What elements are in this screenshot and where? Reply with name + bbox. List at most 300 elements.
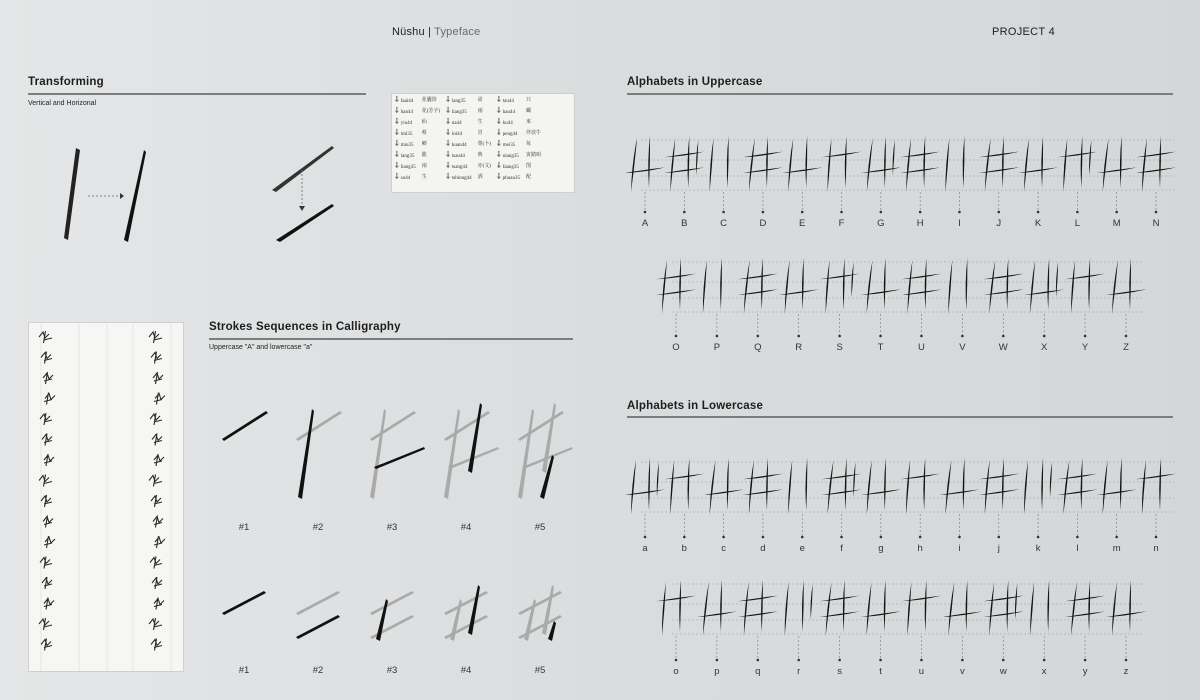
lower-label-q: q xyxy=(755,666,761,677)
nushu-glyph-icon: ⸸ xyxy=(395,128,401,137)
calligraphy-stroke xyxy=(1081,458,1083,510)
calligraphy-stroke xyxy=(1097,489,1137,495)
calligraphy-stroke xyxy=(766,136,768,188)
upper-label-R: R xyxy=(795,342,803,353)
lower-glyph-u xyxy=(901,580,941,636)
calligraphy-stroke xyxy=(884,136,886,188)
upper-label-U: U xyxy=(918,342,925,353)
calligraphy-stroke xyxy=(743,152,783,158)
upper-glyph-J xyxy=(979,136,1019,192)
lower-label-g: g xyxy=(878,543,884,554)
calligraphy-stroke xyxy=(1106,611,1146,617)
lower-label-i: i xyxy=(958,543,961,554)
leader-dot xyxy=(675,659,678,662)
calligraphy-stroke xyxy=(843,258,845,310)
reference-cell: ⸸ lang35 xyxy=(395,150,415,159)
lower-glyph-f xyxy=(822,458,862,514)
calligraphy-stroke xyxy=(664,167,704,173)
calligraphy-stroke xyxy=(867,460,872,514)
leader-dot xyxy=(722,211,725,214)
calligraphy-stroke xyxy=(1142,138,1147,192)
upper-glyph-D xyxy=(743,136,783,192)
calligraphy-stroke xyxy=(985,460,990,514)
leader-dot xyxy=(1037,211,1040,214)
calligraphy-stroke xyxy=(1159,458,1161,510)
calligraphy-stroke xyxy=(648,136,650,188)
calligraphy-stroke xyxy=(749,138,755,192)
leader-dot xyxy=(1155,536,1158,539)
nushu-glyph-icon: ⸸ xyxy=(496,172,503,181)
title-bold: Nüshu xyxy=(392,26,425,38)
upper-glyph-Z xyxy=(1106,258,1146,314)
calligraphy-stroke xyxy=(738,274,778,280)
nushu-glyph-icon: ⸸ xyxy=(395,139,401,148)
upper-glyph-A xyxy=(625,136,665,192)
calligraphy-stroke xyxy=(743,489,783,495)
calligraphy-stroke xyxy=(822,489,862,495)
calligraphy-stroke xyxy=(893,140,895,175)
reference-cell: ⸸ tsau44 xyxy=(446,150,465,159)
calligraphy-stroke xyxy=(966,258,968,310)
leader-dot xyxy=(958,211,961,214)
calligraphy-stroke xyxy=(925,580,927,632)
calligraphy-stroke xyxy=(749,460,754,514)
leader-dot xyxy=(1043,335,1046,338)
lower-glyph-x xyxy=(1030,580,1049,636)
upper-label-T: T xyxy=(877,342,884,353)
nushu-glyph-icon: ⸸ xyxy=(496,95,503,104)
calligraphy-stroke xyxy=(901,274,941,280)
calligraphy-stroke xyxy=(697,611,737,617)
reference-cell: 鄉 xyxy=(421,142,427,147)
calligraphy-stroke xyxy=(1103,138,1109,192)
leader-dot xyxy=(683,536,686,539)
lower-glyph-m xyxy=(1097,458,1137,514)
lower-step-5-label: #5 xyxy=(534,665,546,676)
lower-label-h: h xyxy=(917,543,923,554)
lower-glyph-p xyxy=(697,580,737,636)
reference-cell: ⸸ lang35 xyxy=(446,95,466,104)
leader-dot xyxy=(1076,536,1079,539)
calligraphy-stroke xyxy=(696,140,698,175)
leader-dot xyxy=(997,211,1000,214)
upper-glyph-P xyxy=(703,258,722,314)
upper-glyph-Q xyxy=(738,258,778,314)
calligraphy-stroke xyxy=(738,289,778,295)
lower-glyph-a xyxy=(625,458,665,514)
reference-cell: 配 xyxy=(525,175,531,180)
calligraphy-stroke xyxy=(1057,489,1097,495)
lower-label-b: b xyxy=(681,543,687,554)
calligraphy-stroke xyxy=(1065,611,1105,617)
reference-cell: 仙 xyxy=(421,120,427,125)
reference-cell: ⸸ yiu44 xyxy=(395,117,413,126)
calligraphy-stroke xyxy=(1129,580,1131,632)
calligraphy-stroke xyxy=(826,260,830,314)
lower-glyph-l xyxy=(1057,458,1097,514)
reference-cell: ⸸ tshiong44 xyxy=(446,172,472,181)
calligraphy-stroke xyxy=(679,258,681,310)
calligraphy-stroke xyxy=(963,136,965,188)
calligraphy-stroke xyxy=(1081,136,1083,188)
nushu-glyph-icon: ⸸ xyxy=(446,117,452,126)
calligraphy-stroke xyxy=(1057,474,1097,480)
nushu-glyph-icon: ⸸ xyxy=(446,139,452,148)
leader-dot xyxy=(1043,659,1046,662)
nushu-glyph-icon: ⸸ xyxy=(446,95,452,104)
calligraphy-stroke xyxy=(983,289,1023,295)
calligraphy-stroke xyxy=(861,167,901,173)
calligraphy-stroke xyxy=(828,460,834,514)
leader-dot xyxy=(762,211,765,214)
calligraphy-stroke xyxy=(744,260,750,314)
nushu-glyph-icon: ⸸ xyxy=(496,161,503,170)
calligraphy-stroke xyxy=(656,274,696,280)
lower-label-s: s xyxy=(837,666,842,677)
upper-glyph-M xyxy=(1097,136,1137,192)
calligraphy-stroke xyxy=(1097,167,1137,173)
calligraphy-stroke xyxy=(1103,460,1108,514)
calligraphy-stroke xyxy=(1071,582,1077,636)
calligraphy-stroke xyxy=(861,289,901,295)
reference-cell: 花囊筒 xyxy=(421,98,437,103)
leader-dot xyxy=(757,335,760,338)
calligraphy-stroke xyxy=(861,611,901,617)
lower-glyph-n xyxy=(1136,458,1176,514)
calligraphy-stroke xyxy=(948,260,952,314)
calligraphy-stroke xyxy=(703,260,707,314)
uppercase-title: Alphabets in Uppercase xyxy=(627,76,763,88)
calligraphy-stroke xyxy=(828,138,832,192)
leader-dot xyxy=(879,659,882,662)
lower-label-n: n xyxy=(1153,543,1159,554)
lower-step-4-label: #4 xyxy=(460,665,472,676)
leader-dot xyxy=(1002,335,1005,338)
upper-label-D: D xyxy=(759,218,767,229)
upper-glyph-N xyxy=(1136,136,1176,192)
calligraphy-stroke xyxy=(1088,258,1090,310)
calligraphy-stroke xyxy=(983,274,1023,280)
calligraphy-stroke xyxy=(820,274,860,280)
calligraphy-stroke xyxy=(782,167,822,173)
calligraphy-stroke xyxy=(1007,258,1009,310)
calligraphy-stroke xyxy=(664,152,704,158)
calligraphy-stroke xyxy=(761,258,763,310)
calligraphy-stroke xyxy=(779,289,819,295)
lower-label-c: c xyxy=(721,543,726,554)
lower-label-k: k xyxy=(1035,543,1041,554)
calligraphy-stroke xyxy=(1106,289,1146,295)
calligraphy-stroke xyxy=(1041,136,1043,188)
leader-dot xyxy=(840,536,843,539)
leader-dot xyxy=(1084,335,1087,338)
title-separator: | xyxy=(424,26,435,38)
calligraphy-stroke xyxy=(983,611,1023,617)
leader-dot xyxy=(919,536,922,539)
calligraphy-stroke xyxy=(1015,584,1017,619)
calligraphy-stroke xyxy=(948,582,954,636)
transforming-caption: Vertical and Horizonal xyxy=(28,100,97,107)
calligraphy-stroke xyxy=(907,582,911,636)
calligraphy-stroke xyxy=(1088,580,1090,632)
nushu-glyph-icon: ⸸ xyxy=(446,172,452,181)
calligraphy-stroke xyxy=(662,582,666,636)
calligraphy-stroke xyxy=(1112,260,1118,314)
calligraphy-stroke xyxy=(1136,474,1176,480)
lower-glyph-z xyxy=(1106,580,1146,636)
calligraphy-stroke xyxy=(900,152,940,158)
upper-glyph-E xyxy=(782,136,822,192)
calligraphy-stroke xyxy=(966,580,968,632)
calligraphy-stroke xyxy=(1071,260,1075,314)
reference-cell: 亦(文) xyxy=(477,164,491,169)
lower-label-u: u xyxy=(918,666,925,677)
reference-cell: ⸸ tsang44 xyxy=(446,161,468,170)
calligraphy-stroke xyxy=(679,580,681,632)
upper-label-N: N xyxy=(1152,218,1160,229)
lower-label-e: e xyxy=(799,543,805,554)
upper-label-B: B xyxy=(681,218,688,229)
reference-cell: 兩 xyxy=(421,164,427,169)
upper-label-M: M xyxy=(1112,218,1121,229)
upper-glyph-T xyxy=(861,258,901,314)
lower-label-a: a xyxy=(642,543,648,554)
reference-cell: 生 xyxy=(421,175,427,180)
reference-cell: 蝴 xyxy=(525,109,531,114)
reference-cell: 寅踏咱 xyxy=(525,153,541,158)
leader-dot xyxy=(716,659,719,662)
calligraphy-stroke xyxy=(710,460,716,514)
calligraphy-stroke xyxy=(727,458,729,510)
leader-dot xyxy=(1155,211,1158,214)
leader-dot xyxy=(1002,659,1005,662)
reference-cell: 花(芳字) xyxy=(421,109,441,114)
reference-cell: 典 xyxy=(477,153,483,158)
calligraphy-stroke xyxy=(1142,460,1146,514)
upper-glyph-B xyxy=(664,136,704,192)
nushu-glyph-icon: ⸸ xyxy=(395,117,401,126)
calligraphy-stroke xyxy=(1024,289,1064,295)
calligraphy-stroke xyxy=(802,258,804,310)
calligraphy-stroke xyxy=(979,474,1019,480)
calligraphy-stroke xyxy=(1030,260,1035,314)
calligraphy-stroke xyxy=(853,462,855,497)
lower-label-o: o xyxy=(673,666,679,677)
nushu-glyph-icon: ⸸ xyxy=(496,117,503,126)
calligraphy-stroke xyxy=(738,596,778,602)
upper-glyph-S xyxy=(820,258,860,314)
calligraphy-stroke xyxy=(923,136,925,188)
lower-label-d: d xyxy=(760,543,766,554)
calligraphy-stroke xyxy=(710,138,714,192)
upper-label-Y: Y xyxy=(1081,342,1089,353)
calligraphy-stroke xyxy=(851,262,853,297)
calligraphy-stroke xyxy=(788,138,793,192)
leader-dot xyxy=(1115,211,1118,214)
reference-cell: ⸸ faang35 xyxy=(496,161,519,170)
lower-label-x: x xyxy=(1041,666,1047,677)
upper-label-I: I xyxy=(958,218,961,229)
reference-cell: 蔡 xyxy=(421,131,427,136)
calligraphy-stroke xyxy=(664,474,704,480)
nushu-glyph-icon: ⸸ xyxy=(395,161,401,170)
reference-cell: 兩 xyxy=(477,109,483,114)
lower-label-l: l xyxy=(1076,543,1079,554)
calligraphy-stroke xyxy=(1024,460,1028,514)
lower-label-t: t xyxy=(879,666,882,677)
calligraphy-stroke xyxy=(1136,152,1176,158)
calligraphy-stroke xyxy=(805,458,807,510)
upper-glyph-U xyxy=(901,258,941,314)
lower-step-1-label: #1 xyxy=(238,665,250,676)
upper-label-Z: Z xyxy=(1123,342,1129,353)
calligraphy-stroke xyxy=(1065,274,1105,280)
calligraphy-stroke xyxy=(670,138,675,192)
leader-dot xyxy=(1125,659,1128,662)
calligraphy-stroke xyxy=(1047,580,1049,632)
calligraphy-stroke xyxy=(1159,136,1161,188)
calligraphy-stroke xyxy=(867,138,873,192)
calligraphy-stroke xyxy=(1089,140,1091,175)
leader-dot xyxy=(961,335,964,338)
calligraphy-stroke xyxy=(884,458,886,510)
lower-glyph-c xyxy=(704,458,744,514)
leader-dot xyxy=(840,211,843,214)
leader-dot xyxy=(797,659,800,662)
leader-dot xyxy=(958,536,961,539)
calligraphy-stroke xyxy=(738,611,778,617)
upper-label-E: E xyxy=(799,218,806,229)
calligraphy-stroke xyxy=(845,136,847,188)
calligraphy-stroke xyxy=(1007,580,1009,632)
calligraphy-stroke xyxy=(925,258,927,310)
calligraphy-stroke xyxy=(761,580,763,632)
calligraphy-stroke xyxy=(670,460,674,514)
calligraphy-stroke xyxy=(766,458,768,510)
leader-dot xyxy=(644,536,647,539)
reference-cell: ⸸ peng44 xyxy=(496,128,518,137)
reference-cell: 冒 xyxy=(477,131,483,136)
upper-step-3-label: #3 xyxy=(386,522,398,533)
leader-dot xyxy=(797,335,800,338)
upper-label-J: J xyxy=(996,218,1002,229)
upper-glyph-F xyxy=(822,136,862,192)
upper-label-P: P xyxy=(713,342,721,353)
calligraphy-stroke xyxy=(884,580,886,632)
reference-cell: ⸸ mei35 xyxy=(496,139,516,148)
leader-dot xyxy=(919,211,922,214)
upper-label-O: O xyxy=(672,342,680,353)
lower-glyph-d xyxy=(743,458,783,514)
lower-glyph-s xyxy=(820,580,860,636)
lower-glyph-j xyxy=(979,458,1019,514)
calligraphy-stroke xyxy=(631,138,637,192)
calligraphy-stroke xyxy=(900,474,940,480)
calligraphy-stroke xyxy=(1063,460,1069,514)
calligraphy-stroke xyxy=(656,596,696,602)
title-sub: Typeface xyxy=(434,26,481,38)
leader-dot xyxy=(880,211,883,214)
calligraphy-stroke xyxy=(923,458,925,510)
calligraphy-stroke xyxy=(843,580,845,632)
upper-label-Q: Q xyxy=(754,342,762,353)
calligraphy-stroke xyxy=(822,152,862,158)
upper-step-1-label: #1 xyxy=(238,522,250,533)
calligraphy-stroke xyxy=(648,458,650,510)
calligraphy-stroke xyxy=(1112,582,1117,636)
reference-cell: 尊(卜) xyxy=(477,142,491,147)
nushu-glyph-icon: ⸸ xyxy=(496,139,503,148)
nushu-glyph-icon: ⸸ xyxy=(446,161,452,170)
calligraphy-stroke xyxy=(662,260,667,314)
lower-label-p: p xyxy=(714,666,720,677)
calligraphy-stroke xyxy=(901,289,941,295)
lower-label-y: y xyxy=(1082,666,1088,677)
upper-label-F: F xyxy=(838,218,845,229)
leader-dot xyxy=(1037,536,1040,539)
lower-glyph-i xyxy=(939,458,979,514)
calligraphy-stroke xyxy=(656,289,696,295)
reference-cell: 來 xyxy=(525,120,531,125)
lower-label-w: w xyxy=(999,666,1007,677)
calligraphy-stroke xyxy=(1024,138,1029,192)
calligraphy-stroke xyxy=(743,474,783,480)
lower-label-f: f xyxy=(840,543,843,554)
calligraphy-stroke xyxy=(945,138,949,192)
lower-glyph-h xyxy=(900,458,940,514)
leader-dot xyxy=(757,659,760,662)
upper-glyph-X xyxy=(1024,258,1064,314)
calligraphy-stroke xyxy=(979,152,1019,158)
calligraphy-stroke xyxy=(820,611,860,617)
calligraphy-stroke xyxy=(631,460,636,514)
calligraphy-stroke xyxy=(979,489,1019,495)
leader-dot xyxy=(801,211,804,214)
upper-label-W: W xyxy=(998,342,1008,353)
calligraphy-stroke xyxy=(963,458,965,510)
upper-glyph-L xyxy=(1057,136,1097,192)
upper-label-S: S xyxy=(836,342,843,353)
upper-glyph-K xyxy=(1018,136,1058,192)
leader-dot xyxy=(838,335,841,338)
calligraphy-stroke xyxy=(1065,596,1105,602)
leader-dot xyxy=(880,536,883,539)
lower-label-m: m xyxy=(1112,543,1121,554)
reference-cell: 生 xyxy=(477,120,483,125)
upper-label-A: A xyxy=(641,218,649,229)
reference-cell: ⸸ na44 xyxy=(446,117,462,126)
lower-glyph-e xyxy=(788,458,807,514)
calligraphy-stroke xyxy=(720,258,722,310)
lower-glyph-g xyxy=(861,458,901,514)
lower-step-2-label: #2 xyxy=(312,665,324,676)
calligraphy-stroke xyxy=(625,167,665,173)
calligraphy-stroke xyxy=(802,580,804,632)
upper-label-H: H xyxy=(916,218,924,229)
calligraphy-stroke xyxy=(983,596,1023,602)
calligraphy-stroke xyxy=(1120,136,1122,188)
calligraphy-stroke xyxy=(906,138,911,192)
calligraphy-stroke xyxy=(900,167,940,173)
reference-cell: ⸸ hau44 xyxy=(496,106,515,115)
nushu-glyph-icon: ⸸ xyxy=(446,106,452,115)
upper-glyph-C xyxy=(710,136,729,192)
calligraphy-stroke xyxy=(826,582,832,636)
upper-label-G: G xyxy=(877,218,885,229)
upper-glyph-Y xyxy=(1065,258,1105,314)
leader-dot xyxy=(716,335,719,338)
calligraphy-stroke xyxy=(1002,458,1004,510)
